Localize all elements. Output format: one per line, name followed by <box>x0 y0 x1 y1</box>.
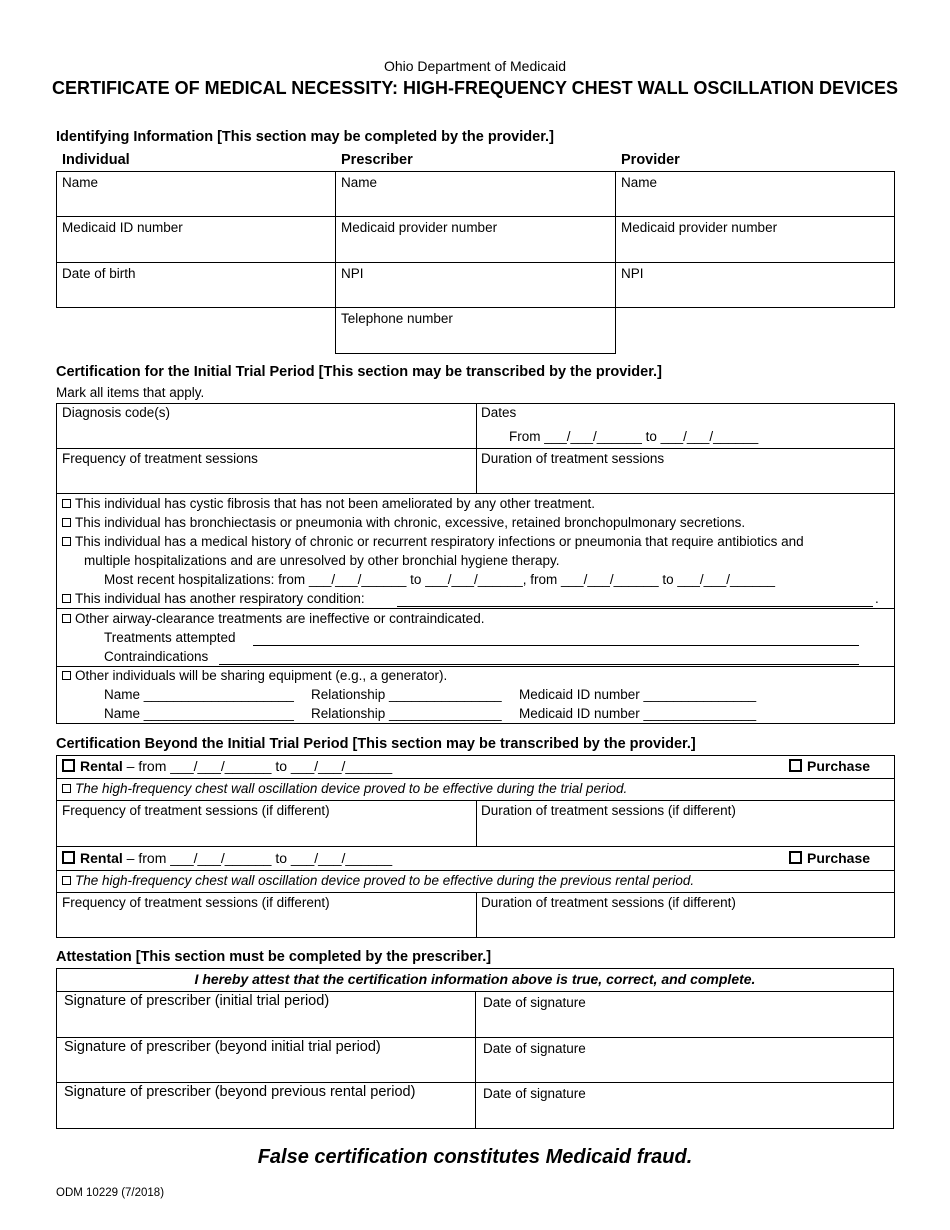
provider-column-header: Provider <box>621 152 680 168</box>
medical-history-item <box>62 534 804 549</box>
initial-instruction: Mark all items that apply. <box>56 385 205 400</box>
purchase-label-2: Purchase <box>807 850 871 866</box>
cystic-fibrosis-item <box>62 496 595 511</box>
contraindications-label: Contraindications <box>104 649 209 664</box>
airway-clearance-item <box>62 611 484 626</box>
share-medicaid-id-2[interactable]: Medicaid ID number _______________ <box>519 706 757 721</box>
share-name-2[interactable]: Name ____________________ <box>104 706 294 721</box>
share-medicaid-id-1[interactable]: Medicaid ID number _______________ <box>519 687 757 702</box>
purchase-option-1 <box>789 758 870 774</box>
share-relationship-2[interactable]: Relationship _______________ <box>311 706 502 721</box>
individual-name-label: Name <box>62 175 99 190</box>
frequency-label: Frequency of treatment sessions <box>62 451 258 466</box>
provider-provider-number-label: Medicaid provider number <box>621 220 778 235</box>
effective-trial-checkbox[interactable] <box>62 784 71 793</box>
prescriber-column-header: Prescriber <box>341 152 413 168</box>
beyond-duration-label-1: Duration of treatment sessions (if different) <box>481 803 736 818</box>
bronchiectasis-item <box>62 515 745 530</box>
date-signature-initial[interactable]: Date of signature <box>483 995 586 1010</box>
attestation-statement: I hereby attest that the certification information above is true, correct, and complete. <box>194 971 756 987</box>
cystic-fibrosis-label: This individual has cystic fibrosis that has not been ameliorated by any other treatment. <box>75 496 596 511</box>
duration-label: Duration of treatment sessions <box>481 451 665 466</box>
prescriber-provider-number-label: Medicaid provider number <box>341 220 498 235</box>
prescriber-npi-field[interactable] <box>335 262 616 308</box>
provider-npi-label: NPI <box>621 266 644 281</box>
initial-table-rule <box>56 666 895 667</box>
rental-checkbox-1[interactable] <box>62 759 75 772</box>
dates-range[interactable]: From ___/___/______ to ___/___/______ <box>509 429 759 444</box>
initial-table-rule <box>56 448 895 449</box>
date-signature-beyond-rental[interactable]: Date of signature <box>483 1086 586 1101</box>
provider-name-field[interactable] <box>615 171 895 217</box>
effective-trial-item <box>62 781 627 796</box>
other-condition-checkbox[interactable] <box>62 594 71 603</box>
initial-section-title: Certification for the Initial Trial Period [This section may be transcribed by the provider.] <box>56 364 662 380</box>
share-name-1[interactable]: Name ____________________ <box>104 687 294 702</box>
beyond-frequency-label-1: Frequency of treatment sessions (if different) <box>62 803 330 818</box>
cystic-fibrosis-checkbox[interactable] <box>62 499 71 508</box>
initial-table-rule <box>56 493 895 494</box>
purchase-checkbox-1[interactable] <box>789 759 802 772</box>
diagnosis-label: Diagnosis code(s) <box>62 405 171 420</box>
rental-option-2 <box>62 850 392 866</box>
treatments-attempted-input[interactable] <box>253 645 859 646</box>
signature-beyond-rental-field[interactable]: Signature of prescriber (beyond previous rental period) <box>64 1084 416 1100</box>
beyond-divider <box>476 892 477 938</box>
attestation-divider <box>475 991 476 1129</box>
beyond-divider <box>476 800 477 847</box>
sharing-equipment-label: Other individuals will be sharing equipment (e.g., a generator). <box>75 668 448 683</box>
dates-label: Dates <box>481 405 517 420</box>
effective-rental-checkbox[interactable] <box>62 876 71 885</box>
rental-label-2: Rental <box>80 850 123 866</box>
rental-label-1: Rental <box>80 758 123 774</box>
share-relationship-1[interactable]: Relationship _______________ <box>311 687 502 702</box>
other-condition-end: . <box>875 591 879 606</box>
beyond-section-title: Certification Beyond the Initial Trial Period [This section may be transcribed by the provider.] <box>56 736 696 752</box>
fraud-warning: False certification constitutes Medicaid fraud. <box>257 1146 693 1168</box>
form-number: ODM 10229 (7/2018) <box>56 1187 165 1199</box>
effective-rental-label: The high-frequency chest wall oscillation device proved to be effective during the previous rental period. <box>75 873 695 888</box>
individual-dob-label: Date of birth <box>62 266 136 281</box>
prescriber-name-label: Name <box>341 175 378 190</box>
medical-history-continued: multiple hospitalizations and are unresolved by other bronchial hygiene therapy. <box>84 553 560 568</box>
medical-history-checkbox[interactable] <box>62 537 71 546</box>
beyond-rule <box>56 870 895 871</box>
beyond-frequency-label-2: Frequency of treatment sessions (if different) <box>62 895 330 910</box>
purchase-option-2 <box>789 850 870 866</box>
prescriber-provider-number-field[interactable] <box>335 216 616 263</box>
individual-medicaid-id-label: Medicaid ID number <box>62 220 183 235</box>
prescriber-telephone-label: Telephone number <box>341 311 453 326</box>
rental-checkbox-2[interactable] <box>62 851 75 864</box>
beyond-duration-label-2: Duration of treatment sessions (if different) <box>481 895 736 910</box>
other-condition-item <box>62 591 365 606</box>
medical-history-label: This individual has a medical history of chronic or recurrent respiratory infections or pneumonia that require antibiotics and <box>75 534 804 549</box>
other-condition-input[interactable] <box>397 606 873 607</box>
prescriber-npi-label: NPI <box>341 266 364 281</box>
prescriber-name-field[interactable] <box>335 171 616 217</box>
purchase-checkbox-2[interactable] <box>789 851 802 864</box>
rental-range-1[interactable]: – from ___/___/______ to ___/___/______ <box>122 758 393 774</box>
attestation-section-title: Attestation [This section must be completed by the prescriber.] <box>56 949 492 965</box>
agency-name: Ohio Department of Medicaid <box>383 58 567 74</box>
contraindications-input[interactable] <box>219 664 859 665</box>
initial-table-rule <box>56 608 895 609</box>
beyond-rule <box>56 778 895 779</box>
other-condition-label: This individual has another respiratory condition: <box>75 591 365 606</box>
purchase-label-1: Purchase <box>807 758 871 774</box>
individual-column-header: Individual <box>62 152 130 168</box>
airway-clearance-label: Other airway-clearance treatments are ineffective or contraindicated. <box>75 611 485 626</box>
bronchiectasis-label: This individual has bronchiectasis or pneumonia with chronic, excessive, retained bronchopulmonary secretions. <box>75 515 746 530</box>
date-signature-beyond-initial[interactable]: Date of signature <box>483 1041 586 1056</box>
prescriber-telephone-field[interactable] <box>335 307 616 354</box>
treatments-attempted-label: Treatments attempted <box>104 630 236 645</box>
effective-rental-item <box>62 873 694 888</box>
sharing-equipment-checkbox[interactable] <box>62 671 71 680</box>
hospitalizations-dates[interactable]: Most recent hospitalizations: from ___/___/______ to ___/___/______, from ___/___/______ to ___/___/______ <box>104 572 775 587</box>
provider-npi-field[interactable] <box>615 262 895 308</box>
signature-beyond-initial-field[interactable]: Signature of prescriber (beyond initial trial period) <box>64 1039 381 1055</box>
effective-trial-label: The high-frequency chest wall oscillation device proved to be effective during the trial period. <box>75 781 628 796</box>
individual-name-field[interactable] <box>56 171 336 217</box>
bronchiectasis-checkbox[interactable] <box>62 518 71 527</box>
sharing-equipment-item <box>62 668 447 683</box>
provider-name-label: Name <box>621 175 658 190</box>
airway-clearance-checkbox[interactable] <box>62 614 71 623</box>
signature-initial-field[interactable]: Signature of prescriber (initial trial period) <box>64 993 330 1009</box>
form-title: CERTIFICATE OF MEDICAL NECESSITY: HIGH-FREQUENCY CHEST WALL OSCILLATION DEVICES <box>51 78 899 98</box>
individual-medicaid-id-field[interactable] <box>56 216 336 263</box>
rental-option-1 <box>62 758 392 774</box>
rental-range-2[interactable]: – from ___/___/______ to ___/___/______ <box>122 850 393 866</box>
provider-provider-number-field[interactable] <box>615 216 895 263</box>
identifying-section-title: Identifying Information [This section may be completed by the provider.] <box>56 129 554 145</box>
individual-dob-field[interactable] <box>56 262 336 308</box>
